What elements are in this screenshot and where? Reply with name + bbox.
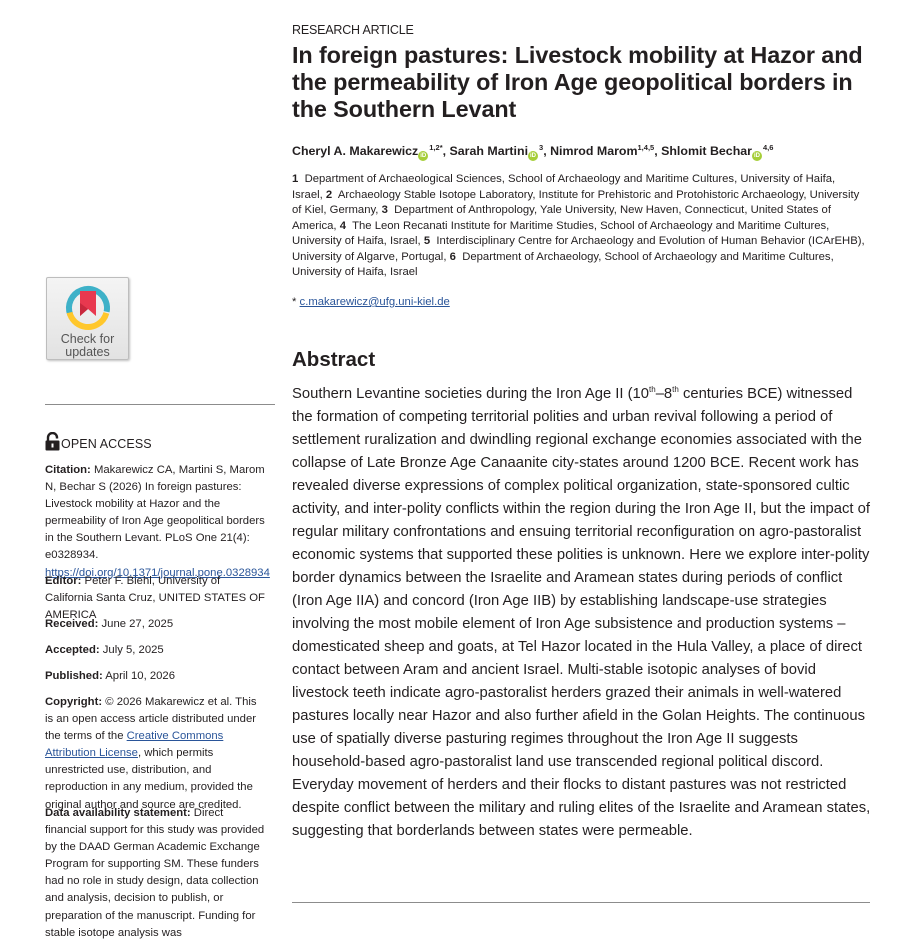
open-access-label: OPEN ACCESS bbox=[45, 432, 152, 451]
article-type-label: RESEARCH ARTICLE bbox=[292, 23, 414, 37]
author-name[interactable]: Nimrod Marom bbox=[550, 144, 638, 158]
author-name[interactable]: Cheryl A. Makarewicz bbox=[292, 144, 419, 158]
citation-block: Citation: Makarewicz CA, Martini S, Marom N, Bechar S (2026) In foreign pastures: Livestock mobility at Hazor and the permeability of Iron Age geopolitical borders in the Southern Levant. PLoS One 21(4): e0328934. https://doi.org/10.1371/journal.pone.0328934 bbox=[45, 464, 270, 579]
sidebar-divider bbox=[45, 404, 275, 405]
affiliations: 1 Department of Archaeological Sciences, School of Archaeology and Maritime Cultures, University of Haifa, Israel, 2 Archaeology Stable Isotope Laboratory, Institute for Prehistoric and Protohistoric Archaeology, University of Kiel, Germany, 3 Department of Anthropology, Yale University, New Haven, Connecticut, United States of America, 4 The Leon Recanati Institute for Maritime Studies, School of Archaeology and Maritime Cultures, University of Haifa, Israel, 5 Interdisciplinary Centre for Archaeology and Evolution of Human Behavior (ICArEHB), University of Algarve, Portugal, 6 Department of Archaeology, School of Archaeology and Maritime Cultures, University of Haifa, Israel bbox=[292, 173, 865, 278]
check-for-updates-badge[interactable] bbox=[46, 277, 129, 360]
author-name[interactable]: Shlomit Bechar bbox=[661, 144, 752, 158]
editor-block: Editor: Peter F. Biehl, University of California Santa Cruz, UNITED STATES OF AMERICA bbox=[45, 575, 265, 622]
author-list: Cheryl A. Makarewicz $iD^{1,2*}$, Sarah Martini $iD^3$, Nimrod Marom$^{1,4,5}$, Shlomit Bechar iD$^{4,6}$ bbox=[292, 143, 774, 159]
open-lock-icon bbox=[45, 432, 60, 451]
corresponding-author: * c.makarewicz@ufg.uni-kiel.de bbox=[292, 296, 450, 308]
copyright-block: Copyright: © 2026 Makarewicz et al. This is an open access article distributed under the terms of the Creative Commons Attribution License, which permits unrestricted use, distribution, and reproduction in any medium, provided the original author and source are credited. bbox=[45, 696, 257, 811]
abstract-divider bbox=[292, 902, 870, 903]
check-for-updates-label: Check for updates bbox=[60, 332, 115, 359]
received-date: Received: June 27, 2025 bbox=[45, 618, 174, 630]
doi-link[interactable]: https://doi.org/10.1371/journal.pone.0328934 bbox=[45, 566, 270, 579]
corresponding-email-link[interactable]: c.makarewicz@ufg.uni-kiel.de bbox=[299, 296, 450, 308]
cc-license-link[interactable]: Creative Commons Attribution License bbox=[45, 730, 224, 760]
article-title: In foreign pastures: Livestock mobility at Hazor and the permeability of Iron Age geopolitical borders in the Southern Levant bbox=[292, 42, 863, 122]
orcid-icon[interactable]: iD bbox=[530, 153, 537, 159]
orcid-icon[interactable]: iD bbox=[420, 153, 427, 159]
abstract-text: Southern Levantine societies during the Iron Age II (10th–8th centuries BCE) witnessed the formation of competing territorial polities and urban revival following a period of settlement ruralization and dwindling regional exchange economies associated with the collapse of Late Bronze Age Canaanite city-states around 1200 BCE. Recent work has revealed diverse expressions of complex political organization, state-sponsored cultic activity, and inter-polity conflicts within the region during the Iron Age II, but the impact of regular military confrontations and ensuing territorial reconfiguration on agro-pastoralist economic systems that supported these polities is unknown. Here we explore inter-polity border dynamics between the Israelite and Aramean states during periods of conflict (Iron Age IIA) and concord (Iron Age IIB) by establishing landscape-use strategies involving the most mobile element of Iron Age subsistence and production systems – domesticated sheep and goats, at Tel Hazor located in the Hula Valley, a place of direct contact between Aram and ancient Israel. Multi-stable isotopic analyses of bovid livestock teeth indicate agro-pastoralist herders grazed their animals in well-watered pastures locally near Hazor and also further afield in the Golan Heights. The continuous use of spatially diverse pasturing regimes throughout the Iron Age II suggests household-based agro-pastoralist land use transcended regional political discord. Everyday movement of herders and their flocks to distant pastures was not restricted despite conflict between the military and ruling elites of the Israelite and Aramean states, suggesting that borderlands between states were permeable. bbox=[292, 385, 871, 839]
crossmark-icon bbox=[63, 283, 113, 333]
published-date: Published: April 10, 2026 bbox=[45, 670, 175, 682]
orcid-icon[interactable]: iD bbox=[753, 153, 760, 159]
accepted-date: Accepted: July 5, 2025 bbox=[45, 644, 164, 656]
author-name[interactable]: Sarah Martini bbox=[449, 144, 529, 158]
data-availability-block: Data availability statement: Direct financial support for this study was provided by the DAAD German Academic Exchange Program for supporting SM. These funders had no role in study design, data collection and analysis, decision to publish, or preparation of the manuscript. Funding for stable isotope analysis was bbox=[45, 807, 265, 939]
abstract-heading: Abstract bbox=[292, 348, 376, 371]
